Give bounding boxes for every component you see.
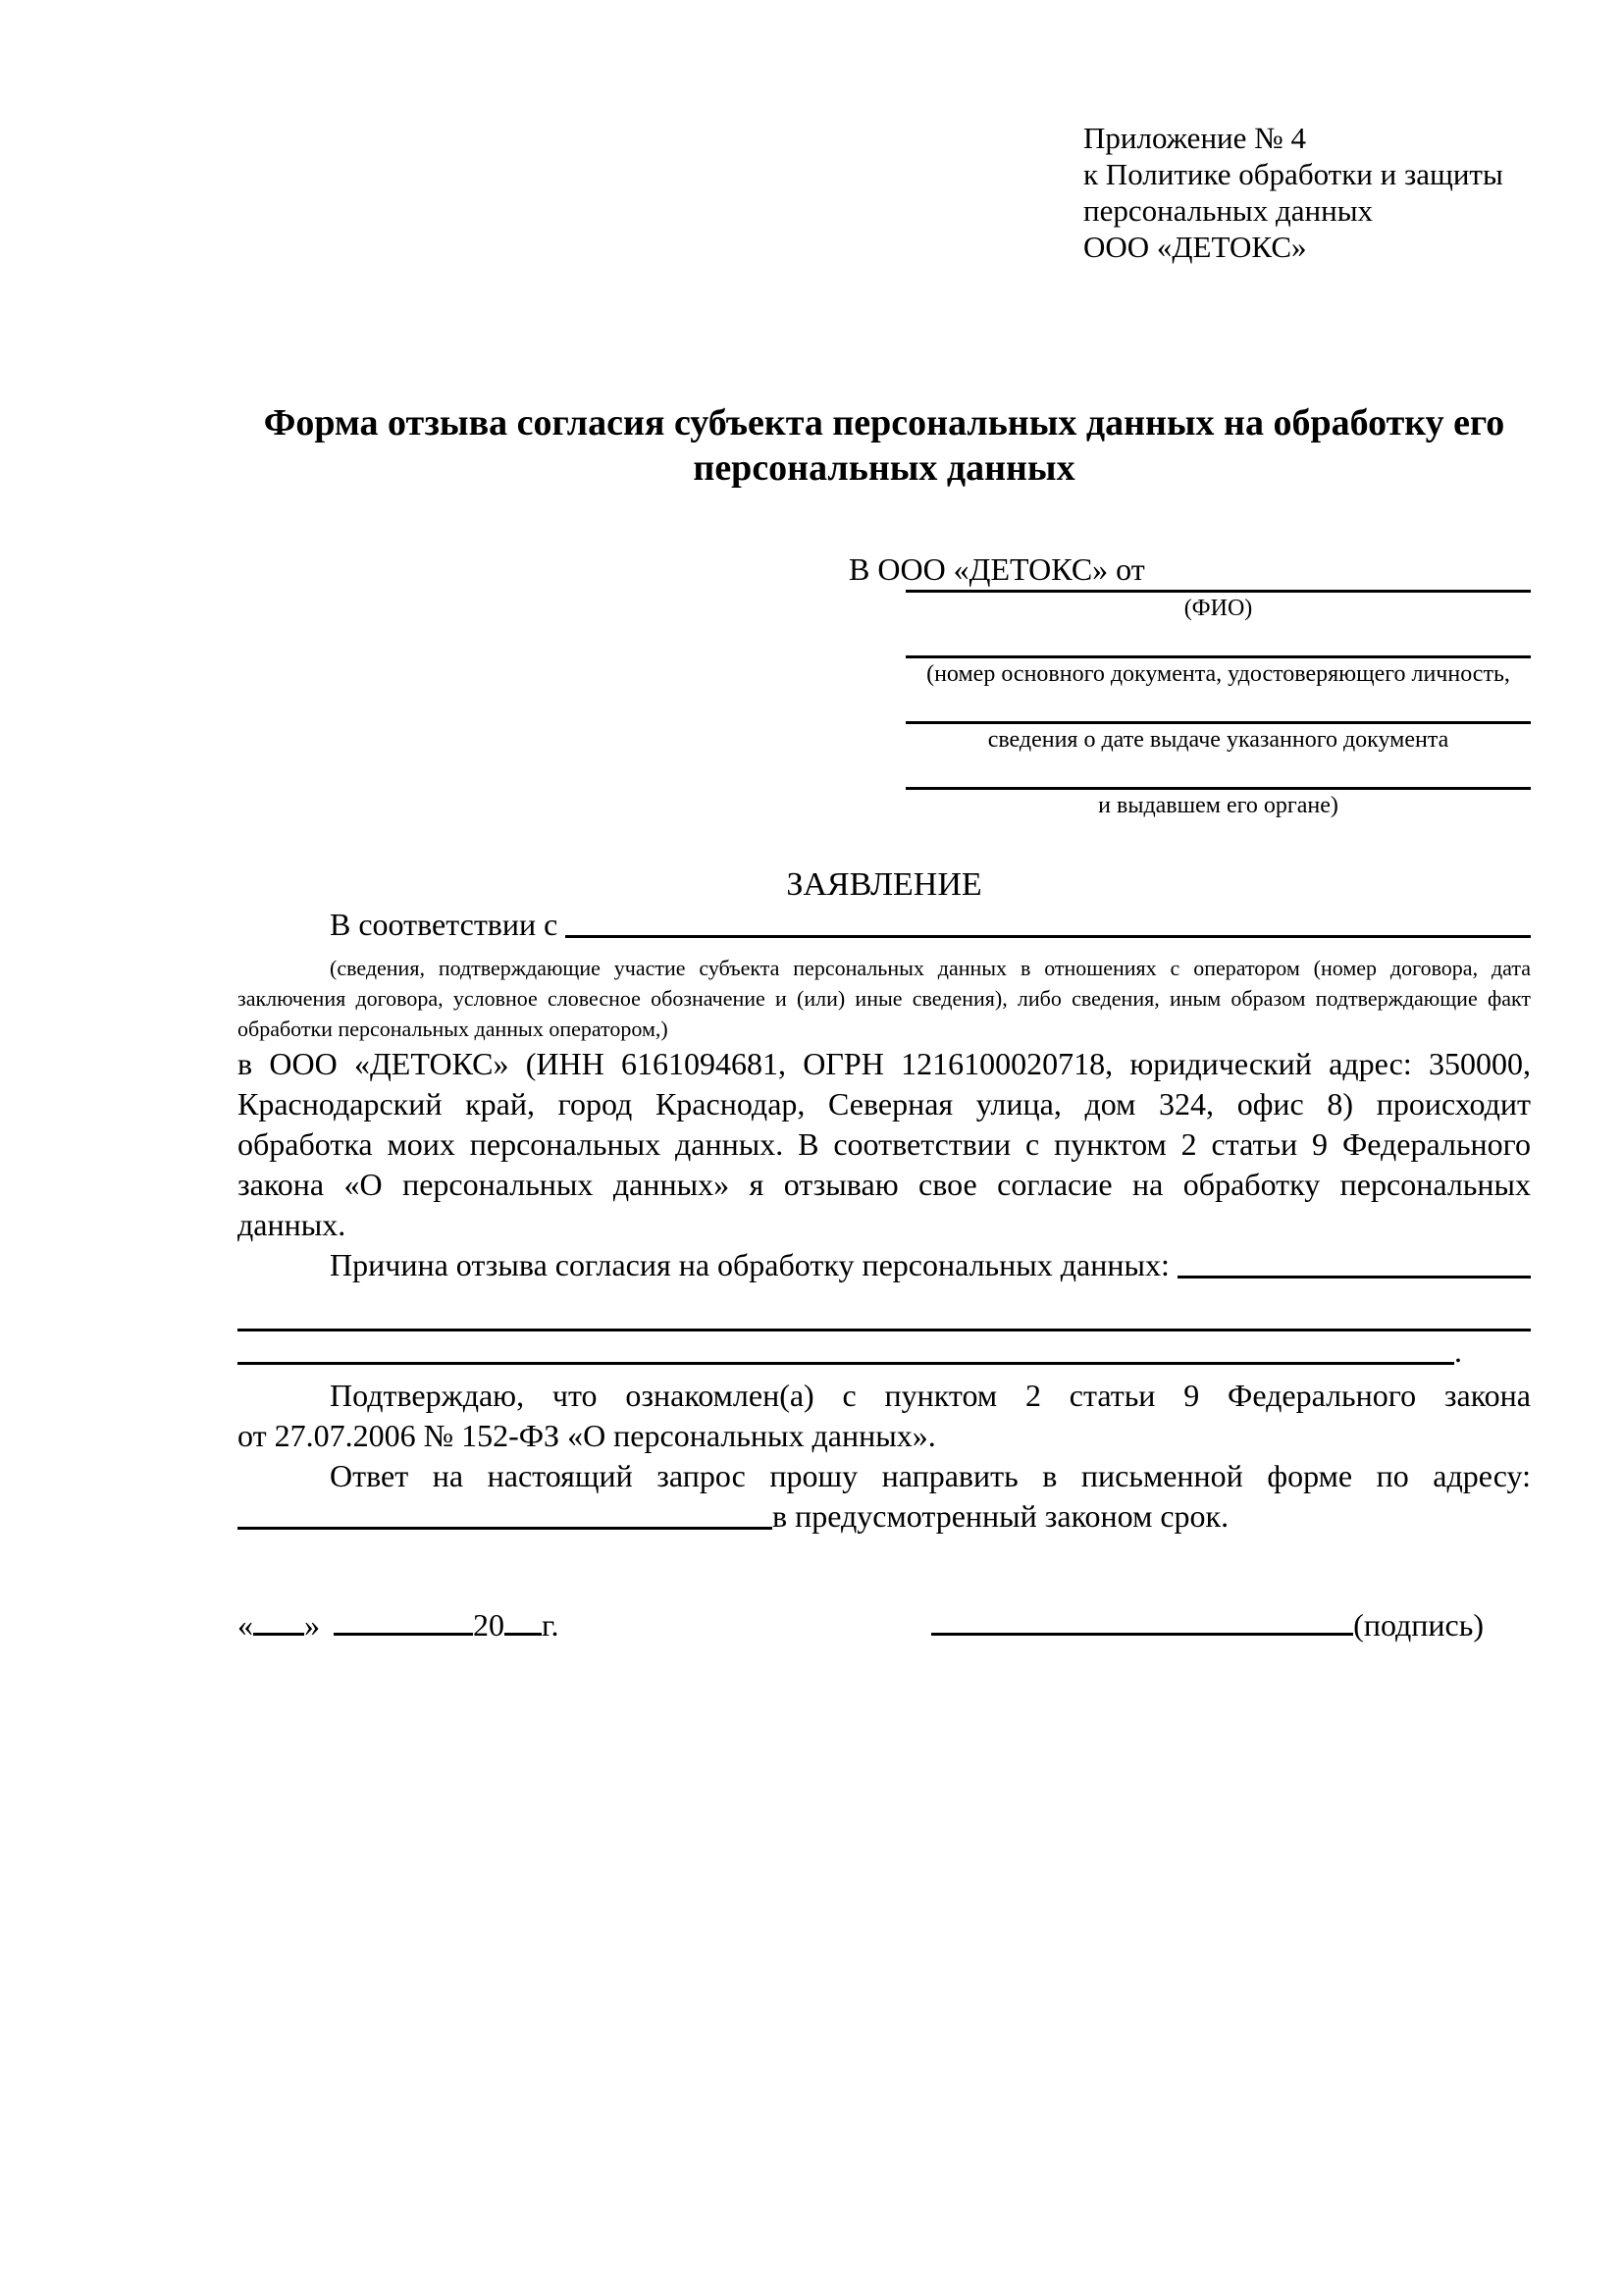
appendix-header: [1083, 120, 1531, 265]
policy-reference-line: к Политике обработки и защиты: [1083, 157, 1503, 191]
company-name: ООО «ДЕТОКС»: [1083, 230, 1307, 264]
reply-paragraph: [237, 1456, 1531, 1537]
addressee-intro: В ООО «ДЕТОКС» от: [849, 551, 1145, 587]
reason-blank-line-3: [237, 1331, 1531, 1372]
fio-blank-line: [906, 590, 1531, 593]
date-open-quote: «: [237, 1607, 253, 1643]
address-blank-line: [237, 1496, 772, 1530]
signature-caption: (подпись): [1353, 1607, 1484, 1643]
fio-caption: (ФИО): [1183, 596, 1253, 621]
document-number-blank-group: [906, 655, 1531, 688]
fine-print-note: [237, 953, 1531, 1044]
signature-blank-line: [931, 1633, 1353, 1636]
fine-print-line: (сведения, подтверждающие участие субъекта персональных данных в отношениях с оператором (номер договора, дата: [330, 956, 1531, 980]
reason-row: [237, 1245, 1531, 1285]
reply-address-row: [237, 1496, 1531, 1537]
year-prefix: 20: [473, 1607, 504, 1643]
issue-date-blank-group: [906, 721, 1531, 754]
accordance-blank-line: [565, 905, 1531, 938]
statement-heading: ЗАЯВЛЕНИЕ: [786, 866, 982, 903]
addressee-block: [237, 549, 1531, 819]
reason-blank-line-3-rule: [237, 1331, 1454, 1365]
date-field: [237, 1605, 559, 1645]
reply-suffix: в предусмотренный законом срок.: [772, 1498, 1230, 1534]
fine-print-line: обработки персональных данных оператором,): [237, 1017, 668, 1041]
body-paragraph-line: обработка моих персональных данных. В соответствии с пунктом 2 статьи 9 Федерального: [237, 1126, 1531, 1162]
month-blank-line: [334, 1633, 473, 1636]
issuing-authority-caption: и выдавшем его органе): [1098, 793, 1338, 818]
reason-label: Причина отзыва согласия на обработку персональных данных:: [330, 1247, 1178, 1282]
year-blank-line: [504, 1633, 542, 1636]
confirm-paragraph-line: Подтверждаю, что ознакомлен(а) с пунктом 2 статьи 9 Федерального закона: [330, 1378, 1531, 1413]
confirm-paragraph: [237, 1376, 1531, 1456]
document-number-caption: (номер основного документа, удостоверяющего личность,: [926, 661, 1510, 687]
document-title: Форма отзыва согласия субъекта персональных данных на обработку его персональных данных: [263, 402, 1505, 489]
accordance-prefix: В соответствии с: [330, 907, 566, 942]
body-paragraph-line: закона «О персональных данных» я отзываю свое согласие на обработку персональных: [237, 1167, 1531, 1202]
document-number-blank-line: [906, 655, 1531, 658]
issue-date-blank-line: [906, 721, 1531, 724]
confirm-paragraph-line: от 27.07.2006 № 152-ФЗ «О персональных данных».: [237, 1418, 936, 1453]
issuing-authority-blank-group: [906, 787, 1531, 819]
reason-blank-line: [1178, 1245, 1531, 1278]
fio-blank-group: [906, 590, 1531, 622]
body-paragraph: [237, 1044, 1531, 1245]
issue-date-caption: сведения о дате выдаче указанного документа: [987, 727, 1449, 753]
fine-print-line: заключения договора, условное словесное обозначение и (или) иные сведения), либо сведения, иным образом подтверждающие факт: [237, 986, 1531, 1011]
date-signature-row: [237, 1605, 1531, 1645]
signature-field: [931, 1605, 1484, 1645]
policy-reference-line-2: персональных данных: [1083, 193, 1374, 228]
issuing-authority-blank-line: [906, 787, 1531, 790]
year-suffix: г.: [542, 1607, 559, 1643]
body-paragraph-line: Краснодарский край, город Краснодар, Северная улица, дом 324, офис 8) происходит: [237, 1086, 1531, 1122]
body-paragraph-line: в ООО «ДЕТОКС» (ИНН 6161094681, ОГРН 1216100020718, юридический адрес: 350000,: [237, 1046, 1531, 1081]
reply-paragraph-line: Ответ на настоящий запрос прошу направить в письменной форме по адресу:: [330, 1458, 1531, 1493]
blank-trailing-period: .: [1454, 1333, 1462, 1369]
accordance-row: [237, 905, 1531, 945]
appendix-number-line: Приложение № 4: [1083, 121, 1306, 155]
day-blank-line: [253, 1633, 304, 1636]
date-close-quote: »: [304, 1607, 320, 1643]
body-paragraph-line: данных.: [237, 1207, 346, 1242]
